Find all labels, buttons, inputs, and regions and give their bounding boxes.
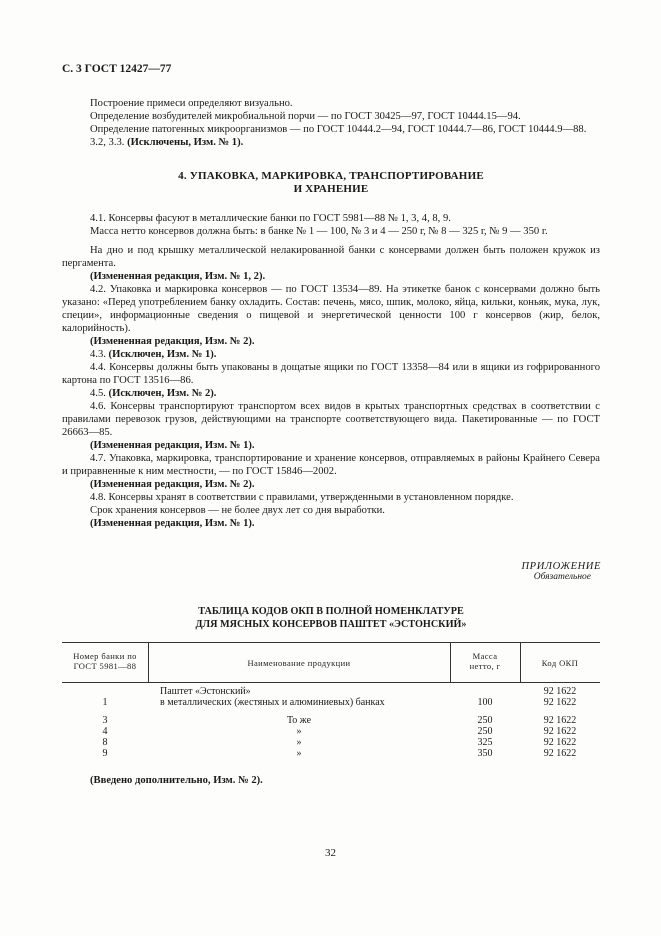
paragraph: 4.7. Упаковка, маркировка, транспортирование и хранение консервов, отправляемых в районы Крайнего Севера и приравненные к ним местности, — по ГОСТ 15846—2002.	[62, 453, 600, 477]
amendment-note: (Исключены, Изм. № 1).	[127, 137, 244, 148]
net-mass: 100	[477, 697, 493, 708]
net-mass: 325	[477, 737, 493, 748]
appendix-label	[522, 561, 602, 582]
page-number: 32	[325, 847, 336, 859]
okp-code: 92 1622	[543, 697, 577, 708]
page-header: С. 3 ГОСТ 12427—77	[62, 63, 172, 75]
can-number: 1	[102, 697, 108, 708]
appendix-status: Обязательное	[533, 572, 591, 582]
amendment-note: (Исключен, Изм. № 2).	[108, 388, 217, 399]
can-number: 8	[102, 737, 108, 748]
header-line: ГОСТ 5981—88	[73, 661, 137, 671]
paragraph: Построение примеси определяют визуально.	[90, 98, 293, 109]
section-title-line: И ХРАНЕНИЕ	[293, 183, 369, 195]
can-number: 4	[102, 726, 108, 737]
product-name: »	[296, 737, 302, 748]
amendment-note: (Измененная редакция, Изм. № 2).	[90, 336, 255, 347]
table-title-line: ДЛЯ МЯСНЫХ КОНСЕРВОВ ПАШТЕТ «ЭСТОНСКИЙ»	[195, 619, 467, 630]
clause-number: 3.2, 3.3.	[90, 137, 128, 148]
header-product-name: Наименование продукции	[247, 658, 351, 668]
section-title-line: 4. УПАКОВКА, МАРКИРОВКА, ТРАНСПОРТИРОВАНИЕ	[178, 170, 484, 182]
can-number: 9	[102, 748, 108, 759]
paragraph: Масса нетто консервов должна быть: в банке № 1 — 100, № 3 и 4 — 250 г, № 8 — 325 г, № 9 — 350 г.	[90, 226, 548, 237]
section-4-text	[62, 212, 600, 530]
can-number: 3	[102, 715, 108, 726]
header-line: Масса	[472, 651, 498, 661]
okp-code: 92 1622	[543, 726, 577, 737]
okp-code: 92 1622	[543, 748, 577, 759]
paragraph	[62, 348, 600, 361]
table-rule-header	[62, 682, 600, 683]
paragraph: Определение патогенных микроорганизмов — по ГОСТ 10444.2—94, ГОСТ 10444.7—86, ГОСТ 10444.9—88.	[90, 124, 587, 135]
header-line: нетто, г	[469, 661, 501, 671]
paragraph: На дно и под крышку металлической нелакированной банки с консервами должен быть положен кружок из пергамента.	[62, 245, 600, 269]
intro-text	[62, 97, 600, 149]
header-can-number	[62, 651, 148, 671]
paragraph: Определение возбудителей микробиальной порчи — по ГОСТ 30425—97, ГОСТ 10444.15—94.	[90, 111, 521, 122]
header-net-mass	[450, 651, 520, 671]
paragraph	[62, 387, 600, 400]
net-mass: 250	[477, 715, 493, 726]
okp-code: 92 1622	[543, 715, 577, 726]
paragraph: 4.2. Упаковка и маркировка консервов — по ГОСТ 13534—89. На этикетке банок с консервами должно быть указано: «Перед употреблением банку охладить. Состав: печень, мясо, шпик, молоко, яйца, кильки, коньяк, мука, лук, специи», информационные сведения о пищевой и энергетической ценности 100 г консервов (жир, белок, калорийность).	[62, 284, 600, 334]
clause-number: 4.3.	[90, 349, 109, 360]
net-mass: 350	[477, 748, 493, 759]
header-okp-code: Код ОКП	[541, 658, 579, 668]
table-title	[62, 605, 600, 631]
clause-number: 4.5.	[90, 388, 109, 399]
okp-code: 92 1622	[543, 737, 577, 748]
table-title-line: ТАБЛИЦА КОДОВ ОКП В ПОЛНОЙ НОМЕНКЛАТУРЕ	[198, 606, 464, 617]
amendment-note: (Измененная редакция, Изм. № 1, 2).	[90, 271, 266, 282]
paragraph-excluded	[62, 136, 600, 149]
paragraph: 4.4. Консервы должны быть упакованы в дощатые ящики по ГОСТ 13358—84 или в ящики из гофрированного картона по ГОСТ 13516—86.	[62, 362, 600, 386]
amendment-note: (Измененная редакция, Изм. № 1).	[90, 440, 255, 451]
paragraph: 4.8. Консервы хранят в соответствии с правилами, утвержденными в установленном порядке.	[90, 492, 514, 503]
product-name: То же	[286, 715, 312, 726]
net-mass: 250	[477, 726, 493, 737]
product-name: в металлических (жестяных и алюминиевых) банках	[160, 697, 385, 708]
paragraph: Срок хранения консервов — не более двух лет со дня выработки.	[90, 505, 385, 516]
paragraph: 4.6. Консервы транспортируют транспортом всех видов в крытых транспортных средствах в соответствии с правилами перевозок грузов, действующими на транспорте соответствующего вида. Пакетированные — по ГОСТ 26663—85.	[62, 401, 600, 438]
paragraph: 4.1. Консервы фасуют в металлические банки по ГОСТ 5981—88 № 1, 3, 4, 8, 9.	[90, 213, 451, 224]
amendment-note: (Измененная редакция, Изм. № 2).	[90, 479, 255, 490]
appendix-title: ПРИЛОЖЕНИЕ	[521, 561, 601, 572]
product-name: Паштет «Эстонский»	[160, 686, 251, 697]
product-name: »	[296, 726, 302, 737]
section-title	[62, 170, 600, 196]
product-name: »	[296, 748, 302, 759]
amendment-note: (Введено дополнительно, Изм. № 2).	[90, 775, 263, 786]
amendment-note: (Исключен, Изм. № 1).	[108, 349, 217, 360]
header-line: Номер банки по	[73, 651, 137, 661]
okp-code: 92 1622	[543, 686, 577, 697]
amendment-note: (Измененная редакция, Изм. № 1).	[90, 518, 255, 529]
